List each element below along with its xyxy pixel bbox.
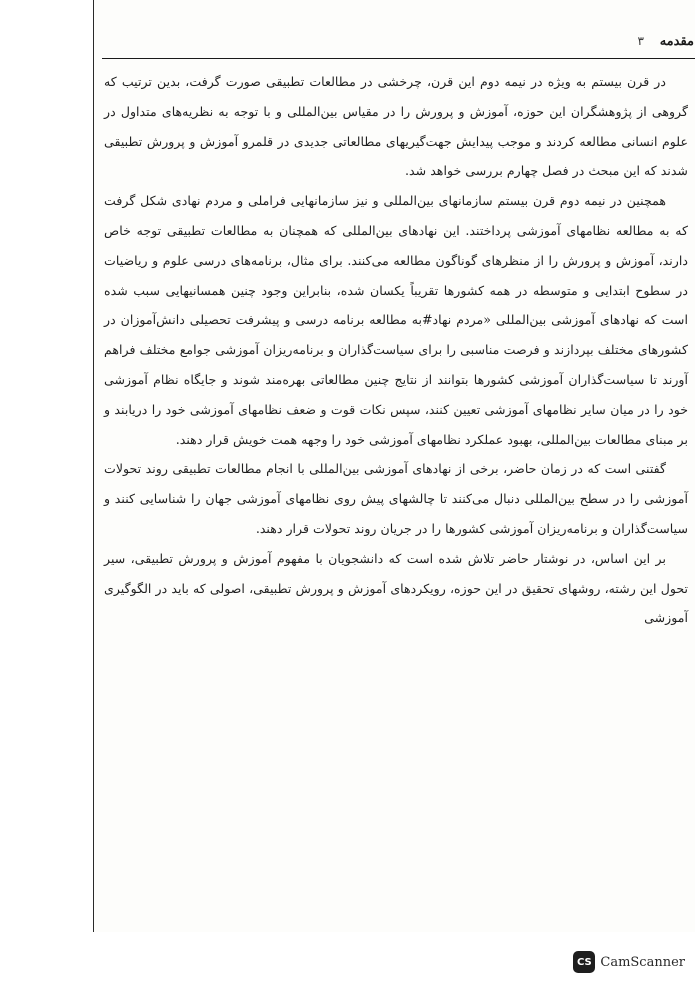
paragraph-4: بر این اساس، در نوشتار حاضر تلاش شده است که دانشجویان با مفهوم آموزش و پرورش تطبیقی، سیر تحول این رشته، روشهای تحقیق در این حوزه، رویکردهای آموزش و پرورش تطبیقی، اصولی که باید در الگوگیری آموزشی <box>104 550 688 626</box>
paragraph-1: در قرن بیستم به ویژه در نیمه دوم این قرن، چرخشی در مطالعات تطبیقی صورت گرفت، بدین ترتیب که گروهی از پژوهشگران این حوزه، آموزش و پرورش را در مقیاس بین‌المللی و با توجه به نظریه‌های متداول در علوم انسانی مطالعه کردند و موجب پیدایش جهت‌گیریهای مطالعاتی جدیدی در قلمرو آموزش و پرورش تطبیقی شدند که این مبحث در فصل چهارم بررسی خواهد شد. <box>104 74 688 179</box>
paragraph-3: گفتنی است که در زمان حاضر، برخی از نهادهای آموزشی بین‌المللی با انجام مطالعات تطبیقی روند تحولات آموزشی را در سطح بین‌المللی دنبال می‌کنند تا چالشهای پیش روی نظامهای آموزشی جهان را شناسایی کنند و سیاست‌گذاران و برنامه‌ریزان آموزشی کشورها را در جریان روند تحولات قرار دهند. <box>104 461 688 536</box>
camscanner-name: CamScanner <box>600 954 685 970</box>
body-text <box>104 67 688 633</box>
camscanner-watermark <box>573 949 685 975</box>
page-header <box>94 0 695 60</box>
chapter-title: مقدمه <box>659 34 694 49</box>
camscanner-logo-icon: CS <box>573 951 595 973</box>
header-rule <box>102 58 695 59</box>
paragraph-2: همچنین در نیمه دوم قرن بیستم سازمانهای بین‌المللی و نیز سازمانهایی فراملی و مردم نهادی شکل گرفت که به مطالعه نظامهای آموزشی پرداختند. این نهادهای بین‌المللی که همچنان به مطالعات تطبیقی توجه خاص دارند، آموزش و پرورش را از منظرهای گوناگون مطالعه می‌کنند. برای مثال، برنامه‌های درسی علوم و ریاضیات در سطوح ابتدایی و متوسطه در همه کشورها تقریباً یکسان شده، بنابراین وجود چنین همسانیهایی سبب شده است که نهادهای آموزشی بین‌المللی «مردم نهاد#به مطالعه برنامه درسی و پیشرفت تحصیلی دانش‌آموزان در کشورهای مختلف بپردازند و فرصت مناسبی را برای سیاست‌گذاران و برنامه‌ریزان آموزشی جوامع مختلف فراهم آورند تا سیاست‌گذاران آموزشی کشورها بتوانند از نتایج چنین مطالعاتی بهره‌مند شوند و جایگاه نظام آموزشی خود را در میان سایر نظامهای آموزشی تعیین کنند، سپس نکات قوت و ضعف نظامهای آموزشی خود را دریابند و بر مبنای مطالعات بین‌المللی، بهبود عملکرد نظامهای آموزشی خود را وجهه همت خویش قرار دهند. <box>104 193 688 447</box>
book-page <box>93 0 695 932</box>
page-number: ۳ <box>637 34 644 48</box>
